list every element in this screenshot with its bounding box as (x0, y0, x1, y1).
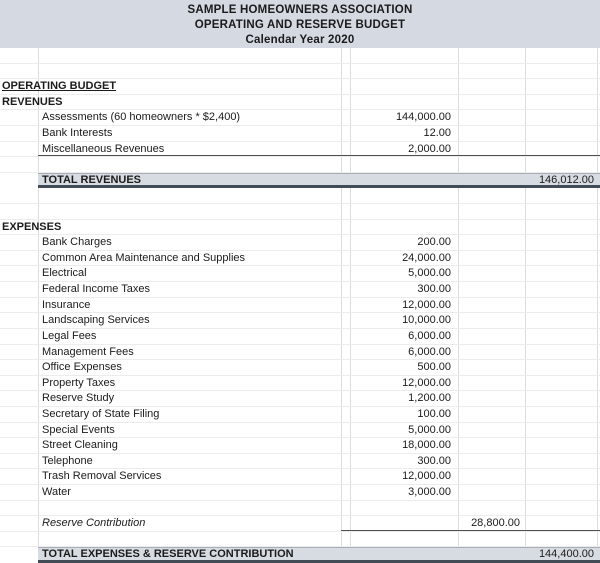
table-row (0, 110, 600, 126)
table-row (0, 313, 600, 329)
row-label: Trash Removal Services (42, 470, 162, 483)
row-label: Property Taxes (42, 376, 116, 389)
operating-amount-cell: 6,000.00 (408, 329, 451, 342)
document-title: OPERATING AND RESERVE BUDGET (194, 19, 406, 31)
blank-row (0, 532, 600, 548)
section-label: REVENUES (2, 95, 63, 108)
section-row (0, 79, 600, 95)
total-amount-cell: 144,400.00 (538, 548, 594, 561)
section-label: EXPENSES (2, 220, 62, 233)
section-label: OPERATING BUDGET (2, 80, 117, 93)
row-label: Special Events (42, 423, 115, 436)
row-label: Electrical (42, 267, 87, 280)
table-row (0, 345, 600, 361)
table-row (0, 376, 600, 392)
blank-row (0, 501, 600, 517)
blank-row (0, 204, 600, 220)
operating-amount-cell: 12,000.00 (402, 376, 451, 389)
table-row (0, 438, 600, 454)
row-label: Assessments (60 homeowners * $2,400) (42, 111, 241, 124)
table-row (0, 391, 600, 407)
table-row (0, 142, 600, 158)
row-label: Reserve Study (42, 392, 115, 405)
operating-amount-cell: 2,000.00 (408, 142, 451, 155)
row-label: Water (42, 485, 71, 498)
row-label: Reserve Contribution (42, 517, 146, 530)
operating-amount-cell: 200.00 (417, 236, 451, 249)
operating-amount-cell: 18,000.00 (402, 439, 451, 452)
operating-amount-cell: 12.00 (423, 127, 451, 140)
operating-amount-cell: 100.00 (417, 407, 451, 420)
table-row (0, 469, 600, 485)
blank-row (0, 157, 600, 173)
blank-row (0, 48, 600, 64)
total-row (0, 547, 600, 563)
total-amount-cell: 146,012.00 (538, 173, 594, 186)
table-row (0, 407, 600, 423)
row-label: Landscaping Services (42, 314, 150, 327)
calendar-year: Calendar Year 2020 (245, 34, 355, 46)
table-row (0, 235, 600, 251)
row-label: Bank Interests (42, 127, 113, 140)
operating-amount-cell: 300.00 (417, 454, 451, 467)
total-label: TOTAL EXPENSES & RESERVE CONTRIBUTION (42, 548, 294, 561)
table-row (0, 266, 600, 282)
row-label: Street Cleaning (42, 439, 118, 452)
table-row (0, 454, 600, 470)
table-row (0, 298, 600, 314)
row-label: Legal Fees (42, 329, 97, 342)
operating-amount-cell: 300.00 (417, 283, 451, 296)
operating-amount-cell: 3,000.00 (408, 485, 451, 498)
row-label: Bank Charges (42, 236, 112, 249)
section-row (0, 220, 600, 236)
table-row (0, 516, 600, 532)
operating-amount-cell: 10,000.00 (402, 314, 451, 327)
table-row (0, 485, 600, 501)
blank-row (0, 64, 600, 80)
table-row (0, 251, 600, 267)
title-band (0, 0, 600, 48)
table-row (0, 423, 600, 439)
table-row (0, 360, 600, 376)
association-title: SAMPLE HOMEOWNERS ASSOCIATION (187, 4, 413, 16)
row-label: Management Fees (42, 345, 134, 358)
table-row (0, 282, 600, 298)
section-row (0, 95, 600, 111)
reserve-amount-cell: 28,800.00 (471, 517, 520, 530)
row-label: Secretary of State Filing (42, 407, 160, 420)
row-label: Insurance (42, 298, 91, 311)
operating-amount-cell: 6,000.00 (408, 345, 451, 358)
row-label: Office Expenses (42, 361, 122, 374)
operating-amount-cell: 12,000.00 (402, 298, 451, 311)
blank-row (0, 188, 600, 204)
operating-amount-cell: 500.00 (417, 361, 451, 374)
operating-amount-cell: 1,200.00 (408, 392, 451, 405)
table-row (0, 329, 600, 345)
total-row (0, 173, 600, 189)
operating-amount-cell: 144,000.00 (395, 111, 451, 124)
row-label: Telephone (42, 454, 93, 467)
row-label: Common Area Maintenance and Supplies (42, 251, 246, 264)
operating-amount-cell: 5,000.00 (408, 423, 451, 436)
total-label: TOTAL REVENUES (42, 173, 142, 186)
row-label: Miscellaneous Revenues (42, 142, 165, 155)
row-label: Federal Income Taxes (42, 283, 151, 296)
operating-amount-cell: 5,000.00 (408, 267, 451, 280)
operating-amount-cell: 12,000.00 (402, 470, 451, 483)
table-row (0, 126, 600, 142)
operating-amount-cell: 24,000.00 (402, 251, 451, 264)
